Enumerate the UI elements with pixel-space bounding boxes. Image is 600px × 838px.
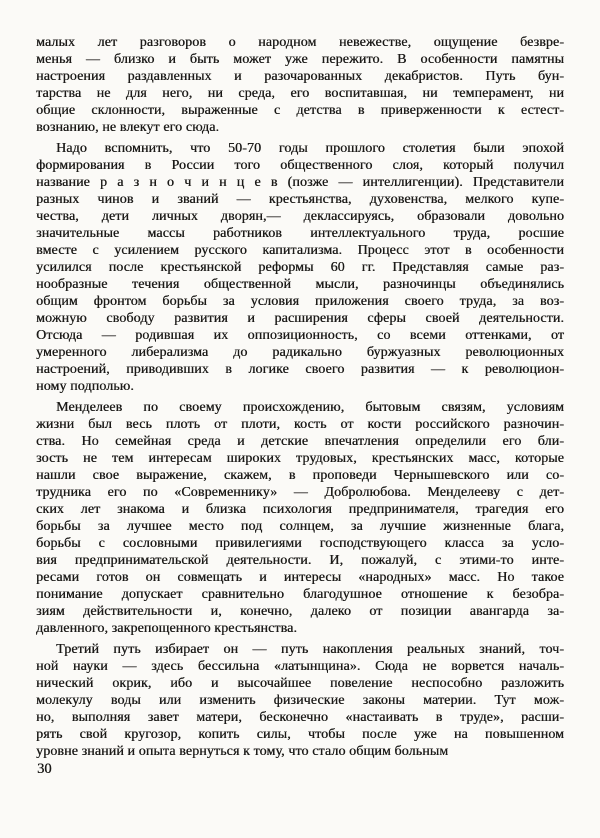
paragraph bbox=[36, 399, 564, 637]
text-line: менья — близко и быть может уже пережито. В особенности памятны bbox=[36, 52, 564, 67]
text-line: рять свой кругозор, копить силы, чтобы после уже на повышенном bbox=[36, 727, 564, 742]
text-line: чества, дети личных дворян,— деклассируясь, образовали довольно bbox=[36, 209, 564, 224]
text-line: разных чинов и званий — крестьянства, духовенства, мелкого купе- bbox=[36, 192, 564, 207]
paragraph bbox=[36, 34, 564, 136]
text-line: вместе с усилением русского капитализма. Процесс этот в особенности bbox=[36, 243, 564, 258]
text-line: уровне знаний и опыта вернуться к тому, что стало общим больным bbox=[36, 744, 449, 759]
text-line: тарства не для него, ни среда, его воспитавшая, ни темперамент, ни bbox=[36, 86, 564, 101]
text-line: умеренного либерализма до радикально буржуазных революционных bbox=[36, 345, 564, 360]
text-line: давленного, закрепощенного крестьянства. bbox=[36, 621, 297, 636]
text-line: нический окрик, ибо и высочайшее повеление неспособно разложить bbox=[36, 676, 564, 691]
page-number: 30 bbox=[37, 761, 52, 777]
text-line: общие склонности, выраженные с детства в приверженности к естест- bbox=[36, 103, 564, 118]
text-line: жизни был весь плоть от плоти, кость от кости российского разночин- bbox=[36, 417, 564, 432]
paragraph bbox=[36, 641, 564, 760]
text-line: Надо вспомнить, что 50-70 годы прошлого столетия были эпохой bbox=[56, 141, 564, 156]
text-line: Отсюда — родившая их оппозиционность, со всеми оттенками, от bbox=[36, 328, 564, 343]
text-line: общим фронтом борьбы за условия приложения своего труда, за воз- bbox=[36, 294, 564, 309]
text-line: ному подполью. bbox=[36, 379, 134, 394]
text-line: формирования в России того общественного слоя, который получил bbox=[36, 158, 564, 173]
text-line: но, выполняя завет матери, бесконечно «настаивать в труде», расши- bbox=[36, 710, 564, 725]
text-line: малых лет разговоров о народном невежестве, ощущение безвре- bbox=[36, 35, 564, 50]
text-line: зиям действительности и, конечно, далеко от позиции авангарда за- bbox=[36, 604, 564, 619]
text-line: нашли свое выражение, скажем, в проповеди Чернышевского или со- bbox=[36, 468, 564, 483]
paragraph bbox=[36, 140, 564, 395]
text-line: вия предпринимательской деятельности. И, пожалуй, с этими-то инте- bbox=[36, 553, 564, 568]
text-line: ной науки — здесь бессильна «латынщина». Сюда не ворвется началь- bbox=[36, 659, 564, 674]
text-line: можную свободу развития и расширения сферы своей деятельности. bbox=[36, 311, 564, 326]
text-line: вознанию, не влекут его сюда. bbox=[36, 120, 220, 135]
text-line: молекулу воды или изменить физические законы материи. Тут мож- bbox=[36, 693, 564, 708]
text-line: настроения раздавленных и разочарованных декабристов. Путь бун- bbox=[36, 69, 564, 84]
text-line: название р а з н о ч и н ц е в (позже — интеллигенции). Представители bbox=[36, 175, 564, 190]
text-block bbox=[36, 34, 564, 760]
text-line: значительные массы работников интеллектуального труда, росшие bbox=[36, 226, 564, 241]
text-line: ресами готов он совмещать и интересы «народных» масс. Но такое bbox=[36, 570, 564, 585]
text-line: Менделеев по своему происхождению, бытовым связям, условиям bbox=[56, 400, 564, 415]
text-line: трудника его по «Современнику» — Добролюбова. Менделееву с дет- bbox=[36, 485, 564, 500]
text-line: ских лет знакома и близка психология предпринимателя, трагедия его bbox=[36, 502, 564, 517]
text-line: борьбы с сословными привилегиями господствующего класса за усло- bbox=[36, 536, 564, 551]
text-line: ства. Но семейная среда и детские впечатления определили его бли- bbox=[36, 434, 564, 449]
text-line: понимание допускает сравнительно благодушное отношение к безобра- bbox=[36, 587, 564, 602]
text-line: Третий путь избирает он — путь накопления реальных знаний, точ- bbox=[56, 642, 564, 657]
text-line: зость не тем интересам широких трудовых, крестьянских масс, которые bbox=[36, 451, 564, 466]
text-line: усилился после крестьянской реформы 60 гг. Представляя самые раз- bbox=[36, 260, 564, 275]
text-line: нообразные течения общественной мысли, разночинцы объединялись bbox=[36, 277, 564, 292]
text-line: настроений, приводивших в логике своего развития — к революцион- bbox=[36, 362, 564, 377]
text-line: борьбы за лучшее место под солнцем, за лучшие жизненные блага, bbox=[36, 519, 564, 534]
